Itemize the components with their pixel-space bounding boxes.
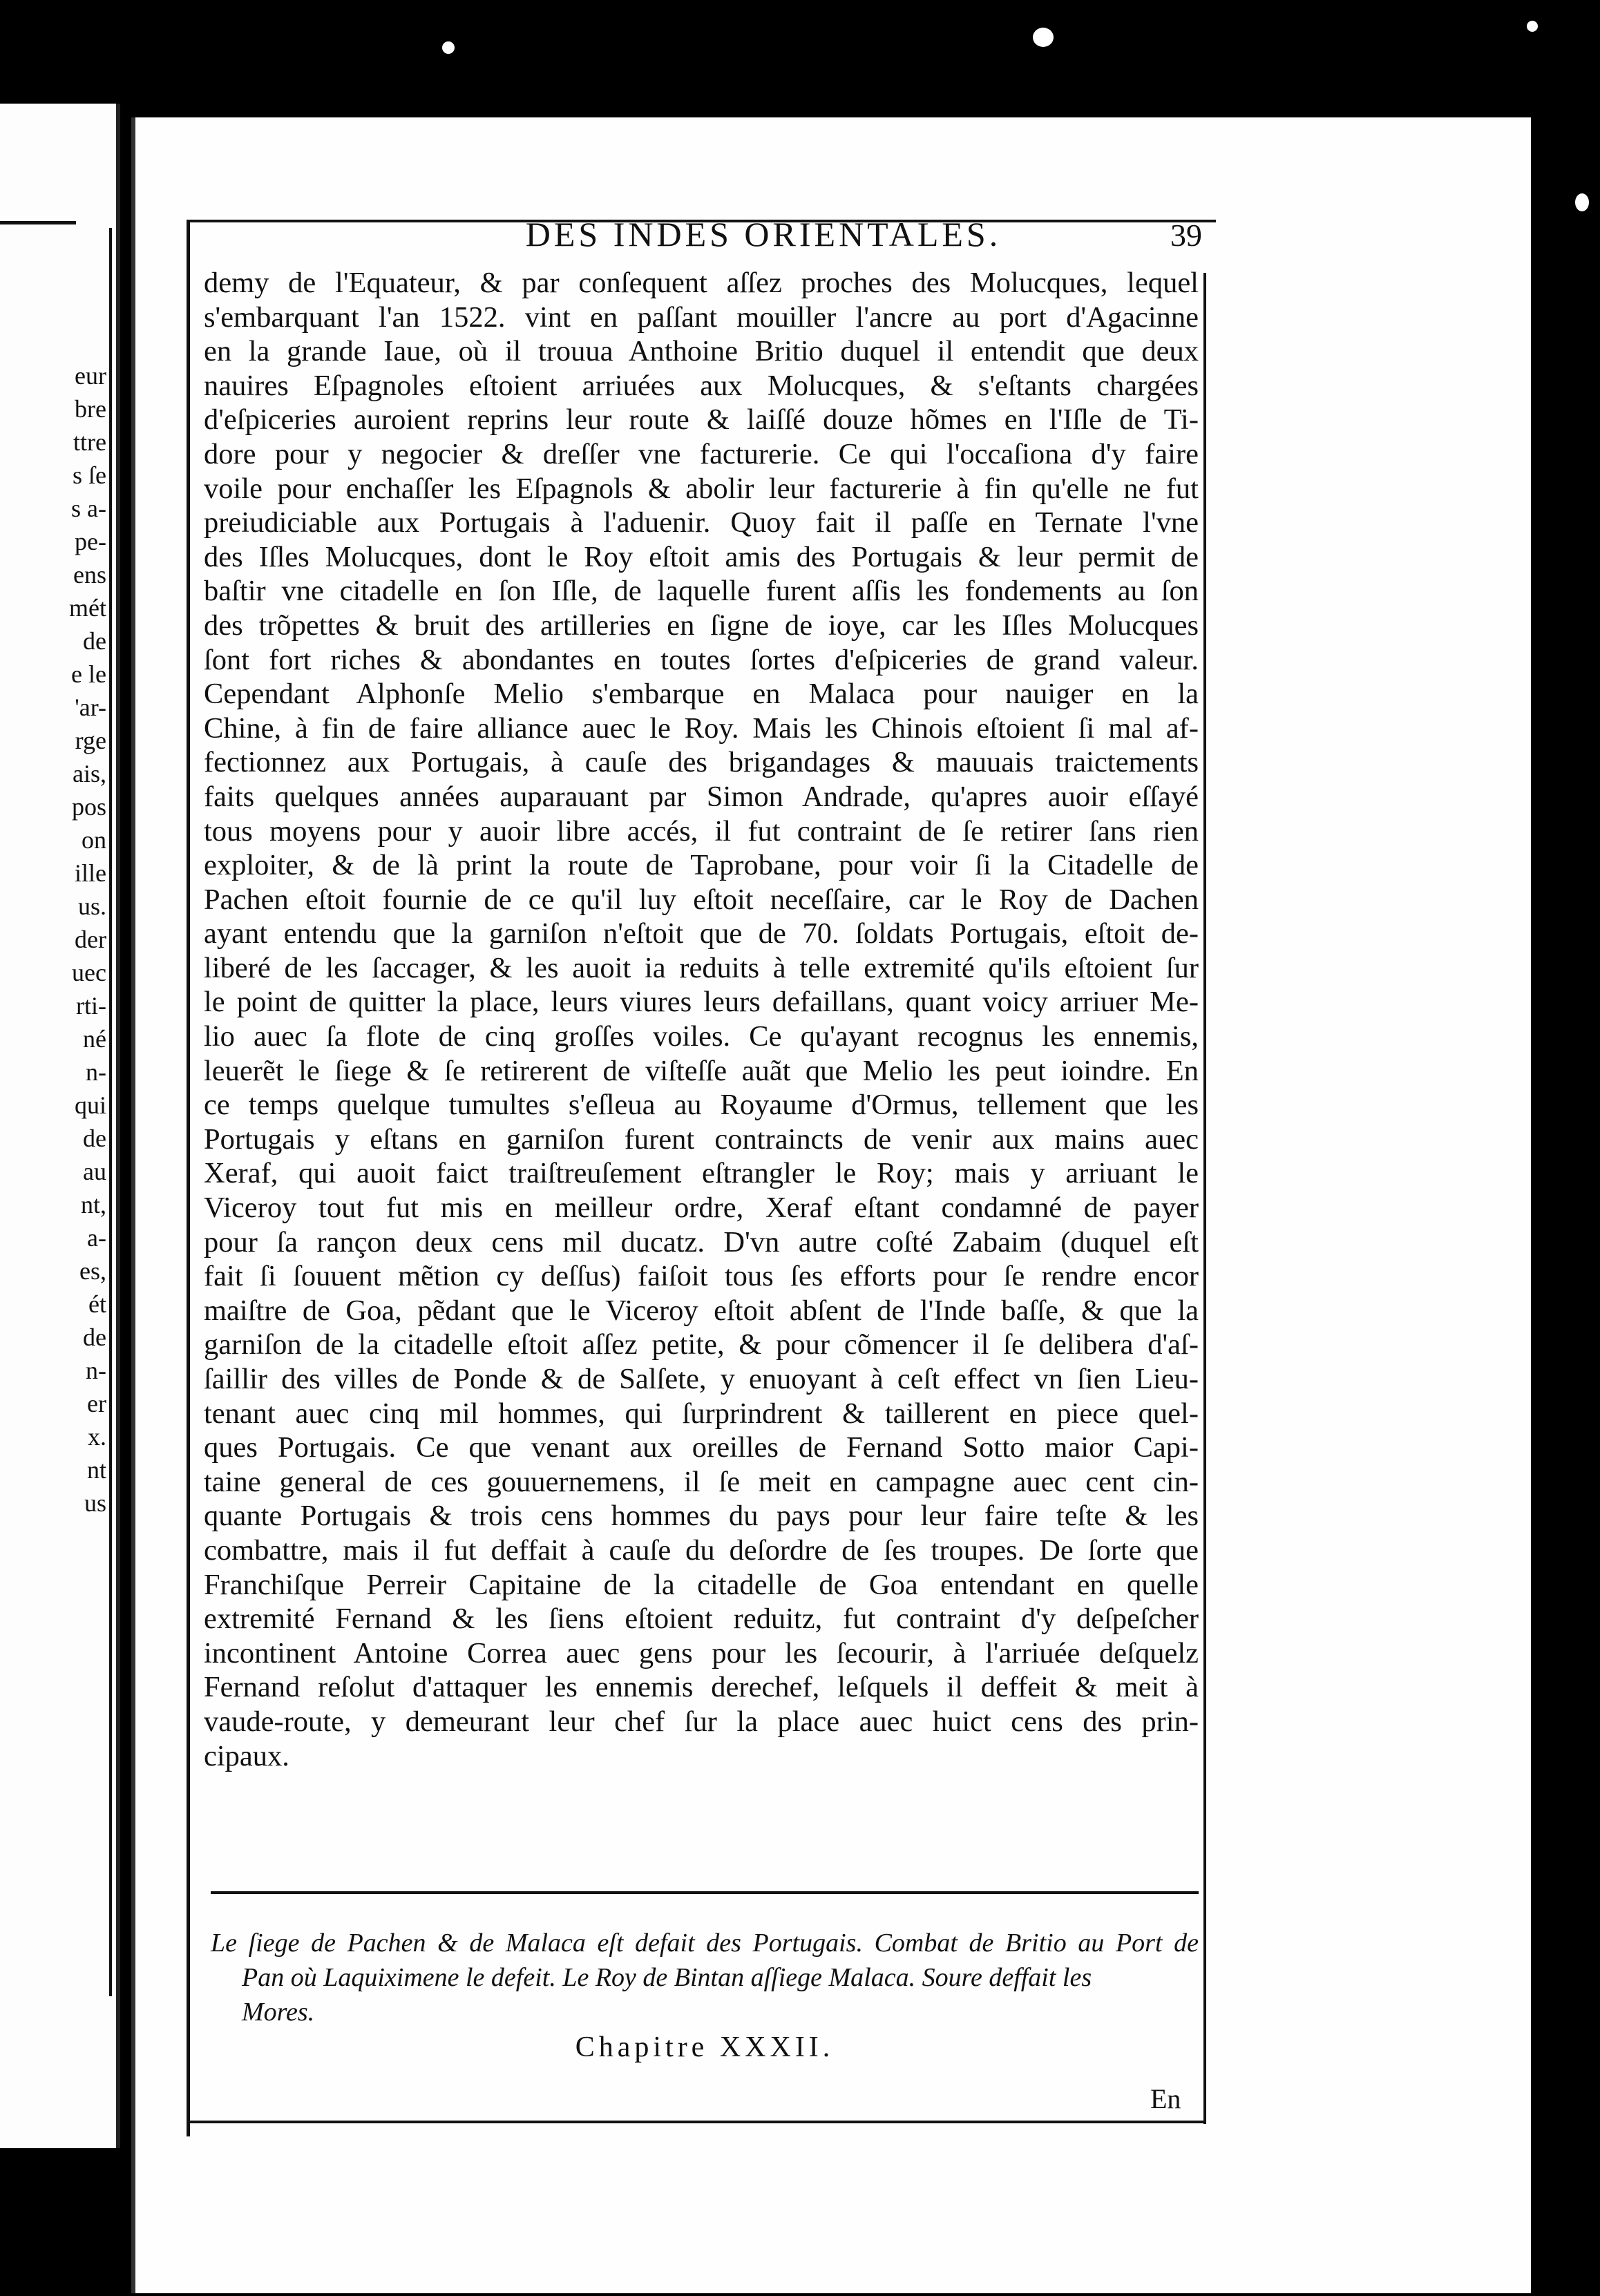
body-line: Franchiſque Perreir Capitaine de la citadelle de Goa entendant en quelle bbox=[204, 1568, 1199, 1601]
facing-page-fragment: eur bbox=[75, 362, 106, 390]
body-line: ſont fort riches & abondantes en toutes ſortes d'eſpiceries de grand valeur. bbox=[204, 643, 1199, 676]
body-line: des trõpettes & bruit des artilleries en ſigne de ioye, car les Iſles Molucques bbox=[204, 609, 1199, 642]
body-line: leuerẽt le ſiege & ſe retirerent de viſteſſe auãt que Melio les peut ioindre. En bbox=[204, 1054, 1199, 1087]
scan-speck bbox=[442, 41, 455, 54]
summary-line: Pan où Laquiximene le defeit. Le Roy de Bintan aſſiege Malaca. Soure deffait les bbox=[242, 1963, 1092, 1992]
body-line: Pachen eſtoit fournie de ce qu'il luy eſtoit neceſſaire, car le Roy de Dachen bbox=[204, 883, 1199, 916]
body-line: Viceroy tout fut mis en meilleur ordre, Xeraf eſtant condamné de payer bbox=[204, 1192, 1199, 1225]
body-line: baſtir vne citadelle en ſon Iſle, de laquelle furent aſſis les fondements au ſon bbox=[204, 575, 1199, 608]
facing-page-fragment: rti- bbox=[76, 992, 106, 1020]
body-line: ce temps quelque tumultes s'eſleua au Royaume d'Ormus, tellement que les bbox=[204, 1089, 1199, 1122]
facing-page-fragment: de bbox=[83, 1125, 106, 1152]
body-line: fectionnez aux Portugais, à cauſe des brigandages & mauuais traictements bbox=[204, 746, 1199, 779]
facing-page-fragment: au bbox=[83, 1158, 106, 1185]
facing-page-fragment: e le bbox=[71, 660, 106, 688]
body-line: en la grande Iaue, où il trouua Anthoine Britio duquel il entendit que deux bbox=[204, 335, 1199, 368]
facing-page-fragment: n- bbox=[86, 1058, 106, 1086]
body-line: garniſon de la citadelle eſtoit aſſez petite, & pour cõmencer il ſe delibera d'aſ- bbox=[204, 1328, 1199, 1361]
page-number: 39 bbox=[1170, 218, 1202, 253]
facing-page-fragment: es, bbox=[79, 1257, 106, 1285]
facing-page-fragment: a- bbox=[87, 1224, 106, 1252]
facing-page-fragment: ttre bbox=[73, 428, 106, 456]
facing-page-frame-rule bbox=[109, 228, 112, 1996]
body-line: pour ſa rançon deux cens mil ducatz. D'vn autre coſté Zabaim (duquel eſt bbox=[204, 1225, 1199, 1259]
facing-page-fragment: us. bbox=[77, 892, 106, 920]
body-line: dore pour y negocier & dreſſer vne facturerie. Ce qui l'occaſiona d'y faire bbox=[204, 437, 1199, 470]
facing-page-text-fragments bbox=[3, 359, 106, 1520]
facing-page-fragment: 'ar- bbox=[75, 693, 106, 721]
body-line: maiſtre de Goa, pẽdant que le Viceroy eſtoit abſent de l'Inde baſſe, & que la bbox=[204, 1294, 1199, 1327]
body-line: des Iſles Molucques, dont le Roy eſtoit amis des Portugais & leur permit de bbox=[204, 540, 1199, 573]
facing-page-fragment: us bbox=[84, 1489, 106, 1517]
scan-speck bbox=[1033, 28, 1054, 47]
facing-page-fragment: der bbox=[75, 926, 106, 953]
facing-page-fragment: x. bbox=[88, 1423, 106, 1451]
body-line: fait ſi ſouuent mẽtion cy deſſus) faiſoit tous ſes efforts pour ſe rendre encor bbox=[204, 1260, 1199, 1293]
facing-page-fragment: pe- bbox=[75, 528, 106, 555]
chapter-heading: Chapitre XXXII. bbox=[575, 2031, 835, 2063]
body-line: liberé de les ſaccager, & les auoit ia reduits à telle extremité qu'ils eſtoient ſur bbox=[204, 951, 1199, 984]
footer-rule bbox=[190, 2121, 1206, 2123]
facing-page-fragment: ens bbox=[73, 561, 106, 589]
chapter-summary bbox=[211, 1926, 1199, 2029]
facing-page-fragment: de bbox=[83, 627, 106, 655]
scan-speck bbox=[1527, 21, 1538, 32]
body-line: tenant auec cinq mil hommes, qui ſurprindrent & taillerent en piece quel- bbox=[204, 1397, 1199, 1430]
facing-page-fragment: qui bbox=[74, 1091, 106, 1119]
catchword: En bbox=[1150, 2083, 1181, 2114]
facing-page-fragment: bre bbox=[75, 395, 106, 423]
facing-page-fragment: ais, bbox=[73, 760, 106, 787]
body-line: extremité Fernand & les ſiens eſtoient reduitz, fut contraint d'y deſpeſcher bbox=[204, 1603, 1199, 1636]
body-line: Fernand reſolut d'attaquer les ennemis derechef, leſquels il deffeit & meit à bbox=[204, 1671, 1199, 1704]
body-line: ſaillir des villes de Ponde & de Salſete, y enuoyant à ceſt effect vn ſien Lieu- bbox=[204, 1363, 1199, 1395]
page-header bbox=[200, 214, 1209, 262]
body-line: ayant entendu que la garniſon n'eſtoit que de 70. ſoldats Portugais, eſtoit de- bbox=[204, 917, 1199, 950]
body-line: taine general de ces gouuernemens, il ſe meit en campagne auec cent cin- bbox=[204, 1465, 1199, 1498]
body-line: quante Portugais & trois cens hommes du pays pour leur faire teſte & les bbox=[204, 1500, 1199, 1533]
facing-page-fragment: er bbox=[87, 1390, 106, 1417]
body-line: Portugais y eſtans en garniſon furent contraincts de venir aux mains auec bbox=[204, 1122, 1199, 1156]
body-text bbox=[204, 266, 1199, 1773]
body-line: Chine, à fin de faire alliance auec le Roy. Mais les Chinois eſtoient ſi mal af- bbox=[204, 711, 1199, 745]
facing-page-fragment: on bbox=[82, 826, 106, 854]
facing-page-fragment: pos bbox=[71, 793, 106, 821]
facing-page-fragment: ét bbox=[88, 1290, 106, 1318]
facing-page-fragment: né bbox=[83, 1025, 106, 1053]
facing-page-fragment: nt bbox=[86, 1456, 106, 1484]
body-line: Xeraf, qui auoit faict traiſtreuſement eſtrangler le Roy; mais y arriuant le bbox=[204, 1157, 1199, 1190]
body-line: incontinent Antoine Correa auec gens pour les ſecourir, à l'arriuée deſquelz bbox=[204, 1636, 1199, 1670]
facing-page-fragment: rge bbox=[75, 727, 106, 754]
facing-page-fragment: de bbox=[83, 1323, 106, 1351]
facing-page-fragment: uec bbox=[72, 959, 106, 986]
body-line: ques Portugais. Ce que venant aux oreilles de Fernand Sotto maior Capi- bbox=[204, 1431, 1199, 1464]
facing-page-fragment: mét bbox=[69, 594, 106, 622]
body-line: nauires Eſpagnoles eſtoient arriuées aux Molucques, & s'eſtants chargées bbox=[204, 369, 1199, 402]
body-line: vaude-route, y demeurant leur chef ſur la place auec huict cens des prin- bbox=[204, 1705, 1199, 1738]
facing-page-fragment: ille bbox=[75, 859, 106, 887]
body-line: combattre, mais il fut deffait à cauſe du deſordre de ſes troupes. De ſorte que bbox=[204, 1533, 1199, 1567]
body-line: s'embarquant l'an 1522. vint en paſſant mouiller l'ancre au port d'Agacinne bbox=[204, 300, 1199, 334]
summary-line: Mores. bbox=[242, 1998, 315, 2027]
summary-line: Le ſiege de Pachen & de Malaca eſt defait des Portugais. Combat de Britio au Port de bbox=[211, 1929, 1199, 1958]
body-line: d'eſpiceries auroient reprins leur route & laiſſé douze hõmes en l'Iſle de Ti- bbox=[204, 403, 1199, 437]
facing-page-fragment: n- bbox=[86, 1357, 106, 1384]
facing-page-edge bbox=[0, 104, 120, 2148]
scan-speck bbox=[1575, 193, 1589, 211]
facing-page-fragment: s ſe bbox=[73, 461, 106, 489]
body-line: demy de l'Equateur, & par conſequent aſſez proches des Molucques, lequel bbox=[204, 267, 1199, 299]
frame-right-rule bbox=[1203, 273, 1206, 2124]
body-line: tous moyens pour y auoir libre accés, il fut contraint de ſe retirer ſans rien bbox=[204, 814, 1199, 848]
body-line: cipaux. bbox=[204, 1739, 289, 1772]
facing-page-fragment: nt, bbox=[80, 1191, 106, 1218]
facing-page-fragment: s a- bbox=[71, 495, 106, 522]
section-divider bbox=[211, 1891, 1199, 1894]
body-line: le point de quitter la place, leurs viures leurs defaillans, quant voicy arriuer Me- bbox=[204, 986, 1199, 1019]
body-line: exploiter, & de là print la route de Taprobane, pour voir ſi la Citadelle de bbox=[204, 849, 1199, 882]
body-line: voile pour enchaſſer les Eſpagnols & abolir leur facturerie à fin qu'elle ne fut bbox=[204, 472, 1199, 505]
body-line: preiudiciable aux Portugais à l'aduenir. Quoy fait il paſſe en Ternate l'vne bbox=[204, 506, 1199, 539]
running-title: DES INDES ORIENTALES. bbox=[525, 215, 1002, 253]
facing-page-header-rule bbox=[0, 221, 76, 224]
body-line: lio auec ſa flote de cinq groſſes voiles. Ce qu'ayant recognus les ennemis, bbox=[204, 1020, 1199, 1053]
body-line: Cependant Alphonſe Melio s'embarque en Malaca pour nauiger en la bbox=[204, 678, 1199, 711]
body-line: faits quelques années auparauant par Simon Andrade, qu'apres auoir eſſayé bbox=[204, 780, 1199, 813]
